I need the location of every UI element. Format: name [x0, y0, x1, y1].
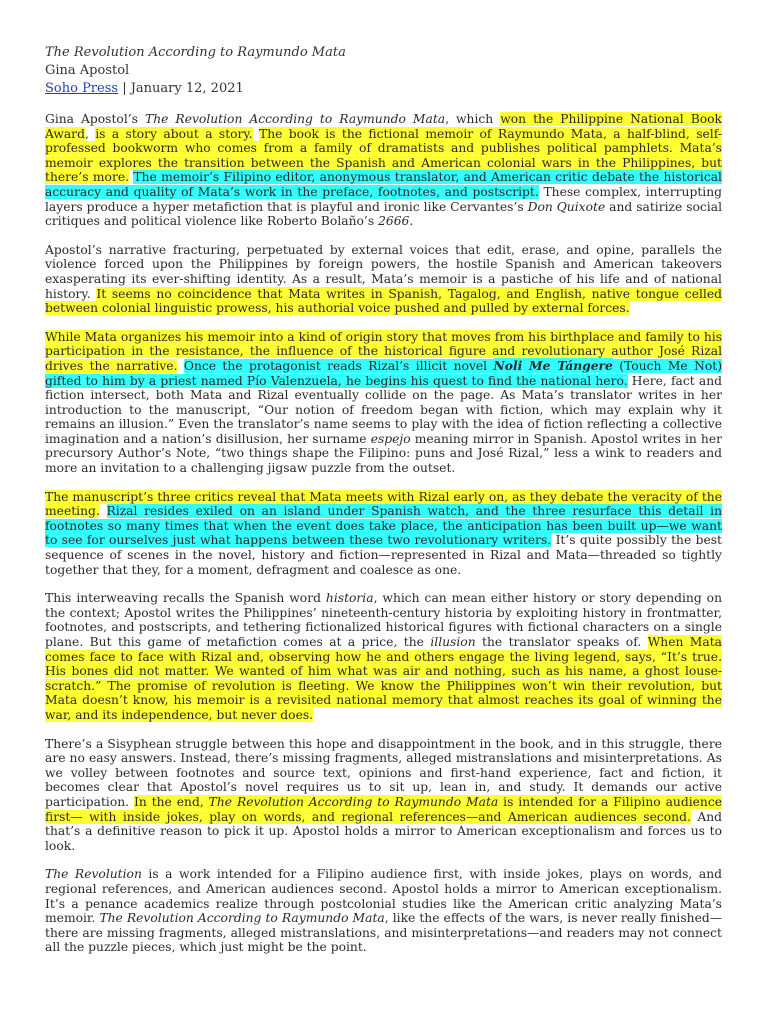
highlighted-text-yellow: It seems no coincidence that Mata writes in Spanish, Tagalog, and English, native tongue celled between colonial linguistic prowess, his authorial voice pushed and pulled by external forces.: [45, 286, 722, 316]
text-run: 2666: [378, 214, 410, 229]
text-run: There’s a Sisyphean struggle between this hope and disappointment in the book, and in this struggle, there are no easy answers. Instead, there’s missing fragments, alleged mistranslations and misinterpretations. As we volley between footnotes and source text, opinions and first-hand experience, fact and fiction, it becomes clear that Apostol’s novel requires us to sit up, lean in, and study. It demands our active participation.: [45, 736, 722, 809]
highlighted-text-yellow: The Revolution According to Raymundo Mata: [208, 794, 499, 809]
text-run: is a work intended for a Filipino audience first, with inside jokes, plays on words, and regional references, and American audiences second. Apostol holds a mirror to American exceptionalism. It’s a penance academics realize through postcolonial studies like the American critic analyzing Mata’s memoir.: [45, 867, 722, 926]
text-run: , like the effects of the wars, is never really finished—there are missing fragments, alleged mistranslations, and misinterpretations—and readers may not connect all the puzzle pieces, which just might be the point.: [45, 911, 723, 955]
highlighted-text-yellow: The book is the fictional memoir of Raymundo Mata, a half-blind, self-professed bookworm who comes from a family of dramatists and publishes political pamphlets. Mata’s memoir explores the transition between the Spanish and American colonial wars in the Philippines, but there’s more.: [45, 126, 722, 185]
highlighted-text-cyan: Noli Me Tángere: [493, 357, 613, 373]
book-title: The Revolution According to Raymundo Mata: [45, 45, 346, 60]
text-run: It’s quite possibly the best sequence of scenes in the novel, history and fiction—represented in Rizal and Mata—threaded so tightly together that they, for a moment, defragment and coalesce as one.: [45, 533, 722, 577]
paragraph-3: [45, 330, 722, 476]
highlighted-text-yellow: won the Philippine National Book Award: [45, 112, 723, 141]
publisher-link[interactable]: Soho Press: [45, 81, 119, 96]
text-run: [100, 504, 107, 518]
paragraph-7: [45, 867, 722, 955]
author-name: Gina Apostol: [45, 63, 130, 78]
text-run: And that’s a definitive reason to pick it up. Apostol holds a mirror to American exceptionalism and forces us to look.: [45, 809, 722, 853]
text-run: These complex, interrupting layers produce a hyper metafiction that is playful and ironic like Cervantes’s: [45, 184, 723, 214]
text-run: Gina Apostol’s: [45, 112, 146, 126]
text-run: meaning mirror in Spanish. Apostol writes in her precursory Author’s Note, “two things shape the Filipino: puns and José Rizal,” less a wink to readers and more an invitation to a challenging jigsaw puzzle from the outset.: [45, 431, 722, 476]
highlighted-text-yellow: When Mata comes face to face with Rizal and, observing how he and others engage the living legend, says, “It’s true. His bones did not matter. We wanted of him what was air and nothing, such as his name, a ghost louse-scratch.” The promise of revolution is fleeting. We know the Philippines won’t win their revolution, but Mata doesn’t know, his memoir is a revisited national memory that almost reaches its goal of winning the war, and its independence, but never does.: [45, 635, 722, 722]
paragraph-6: [45, 737, 722, 854]
review-body: [45, 112, 722, 955]
text-run: This interweaving recalls the Spanish word: [45, 591, 326, 606]
text-run: .: [409, 214, 414, 229]
paragraph-4: [45, 490, 722, 578]
paragraph-1: [45, 112, 722, 229]
text-run: espejo: [370, 431, 411, 446]
paragraph-5: [45, 591, 722, 722]
highlighted-text-yellow: While Mata organizes his memoir into a kind of origin story that moves from his birthplace and family to his participation in the resistance, the influence of the historical figure and revolutionary author José Rizal drives the narrative.: [45, 329, 722, 373]
publication-line: [45, 80, 722, 98]
text-run: Here, fact and fiction intersect, both Mata and Rizal eventually collide on the page. As Mata’s translator writes in her introduction to the manuscript, “Our notion of freedom began with fiction, which may explain why it remains an illusion.” Even the translator’s name seems to play with the idea of fiction reflecting a collective imagination and a nation’s disillusion, her surname: [45, 373, 722, 446]
text-run: [177, 359, 183, 373]
highlighted-text-cyan: (Touch Me Not) gifted to him by a priest named Pío Valenzuela, he begins his quest to find the national hero.: [45, 358, 722, 388]
text-run: The Revolution According to Raymundo Mata: [99, 911, 385, 926]
publication-date: January 12, 2021: [130, 81, 244, 96]
text-run: ,: [84, 126, 96, 141]
highlighted-text-yellow: is intended for a Filipino audience first— with inside jokes, play on words, and regional references—and American audiences second.: [45, 794, 722, 824]
paragraph-2: [45, 243, 722, 316]
text-run: Apostol’s narrative fracturing, perpetuated by external voices that edit, erase, and opine, parallels the violence forced upon the Philippines by foreign powers, the hostile Spanish and American takeovers exasperating its ever-shifting identity. As a result, Mata’s memoir is a pastiche of his life and of national history.: [45, 242, 722, 301]
highlighted-text-yellow: In the end,: [134, 794, 209, 809]
date-separator: |: [118, 81, 131, 96]
highlighted-text-cyan: The memoir’s Filipino editor, anonymous translator, and American critic debate the historical accuracy and quality of Mata’s work in the preface, footnotes, and postscript.: [45, 170, 722, 199]
text-run: The Revolution According to Raymundo Mata: [145, 112, 446, 126]
text-run: and satirize social critiques and political violence like Roberto Bolaño’s: [45, 199, 723, 229]
text-run: the translator speaks of.: [475, 635, 648, 649]
highlighted-text-cyan: Rizal resides exiled on an island under Spanish watch, and the three resurface this detail in footnotes so many times that when the event does take place, the anticipation has been built up—we want to see for ourselves just what happens between these two revolutionary writers.: [45, 504, 722, 548]
highlighted-text-cyan: Once the protagonist reads Rizal’s illicit novel: [183, 358, 494, 373]
text-run: , which can mean either history or story depending on the context; Apostol writes the Philippines’ nineteenth-century historia by exploiting history in frontmatter, footnotes, and postscripts, and tethering fictionalized historical figures with fictional characters on a single plane. But this game of metafiction comes at a price, the: [45, 591, 722, 649]
text-run: illusion: [430, 635, 476, 649]
highlighted-text-yellow: is a story about a story.: [95, 126, 253, 141]
highlighted-text-yellow: The manuscript’s three critics reveal that Mata meets with Rizal early on, as they debate the veracity of the meeting.: [45, 489, 722, 519]
text-run: Don Quixote: [527, 199, 606, 214]
text-run: The Revolution: [45, 867, 142, 882]
text-run: , which: [445, 112, 501, 126]
text-run: historia: [325, 591, 374, 606]
